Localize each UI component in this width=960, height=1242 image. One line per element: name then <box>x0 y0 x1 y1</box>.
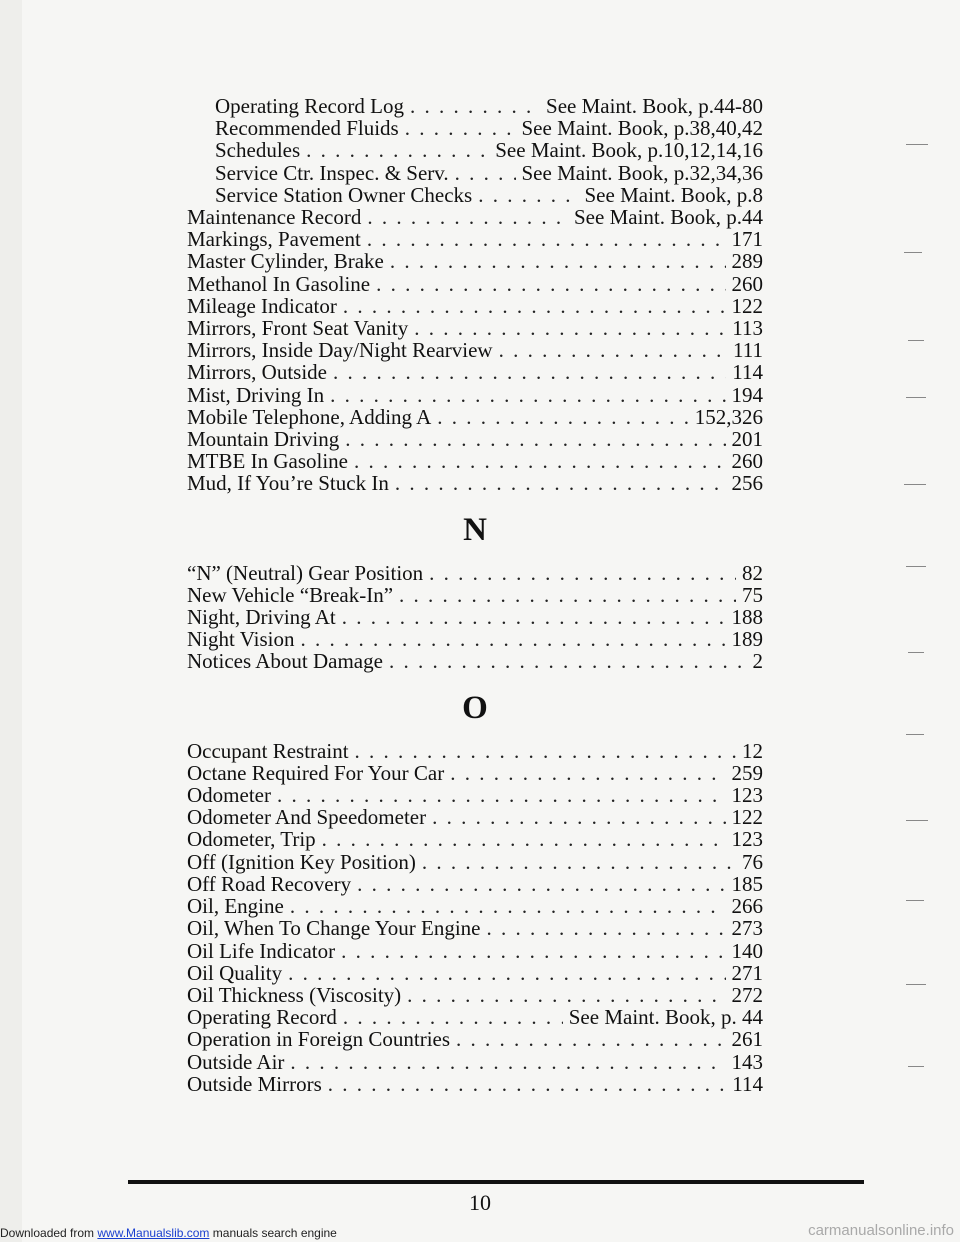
index-entry <box>187 295 763 317</box>
index-term: Master Cylinder, Brake <box>187 249 384 274</box>
dot-leader <box>330 384 725 406</box>
index-page-ref: 261 <box>731 1027 763 1052</box>
dot-leader <box>357 873 725 895</box>
dot-leader <box>395 472 726 494</box>
index-page-ref: 271 <box>731 960 763 985</box>
index-page-ref: 140 <box>731 938 763 963</box>
dot-leader <box>437 406 688 428</box>
page-number: 10 <box>469 1190 491 1215</box>
index-page-ref: 260 <box>731 449 763 474</box>
index-page-ref: 76 <box>742 849 763 874</box>
index-page-ref: 75 <box>742 582 763 607</box>
index-term: Service Ctr. Inspec. & Serv. <box>215 160 449 185</box>
dot-leader <box>343 1006 563 1028</box>
index-page-ref: 113 <box>732 316 763 341</box>
index-term: Oil Quality <box>187 960 283 985</box>
dot-leader <box>342 606 726 628</box>
dot-leader <box>432 806 725 828</box>
index-term: Occupant Restraint <box>187 738 349 763</box>
watermark: carmanualsonline.info <box>808 1222 954 1239</box>
dot-leader <box>410 95 540 117</box>
dot-leader <box>288 962 725 984</box>
margin-mark <box>906 144 928 145</box>
index-term: Odometer, Trip <box>187 827 316 852</box>
margin-mark <box>906 566 926 567</box>
index-entry <box>187 940 763 962</box>
index-page-ref: 143 <box>731 1049 763 1074</box>
index-page-ref: 272 <box>731 982 763 1007</box>
dot-leader <box>478 184 578 206</box>
index-entry <box>187 917 763 939</box>
index-entry <box>187 450 763 472</box>
index-entry <box>187 806 763 828</box>
index-entry <box>187 250 763 272</box>
index-term: Operation in Foreign Countries <box>187 1027 451 1052</box>
index-term: Recommended Fluids <box>215 116 399 141</box>
index-term: Mirrors, Front Seat Vanity <box>187 316 409 341</box>
dot-leader <box>399 584 736 606</box>
dot-leader <box>343 295 726 317</box>
index-term: Octane Required For Your Car <box>187 760 445 785</box>
dot-leader <box>390 250 726 272</box>
margin-mark <box>906 820 928 821</box>
dot-leader <box>429 562 736 584</box>
index-page-ref: See Maint. Book, p.32,34,36 <box>521 160 763 185</box>
n-entries-list <box>187 562 763 673</box>
index-term: Mist, Driving In <box>187 382 325 407</box>
index-entry <box>187 95 763 117</box>
index-term: Mountain Driving <box>187 427 340 452</box>
index-term: Outside Mirrors <box>187 1071 322 1096</box>
download-footer <box>0 1226 337 1240</box>
margin-mark <box>906 984 926 985</box>
index-page-ref: 171 <box>731 227 763 252</box>
dot-leader <box>414 317 726 339</box>
index-entry <box>187 206 763 228</box>
index-page-ref: 256 <box>731 471 763 496</box>
index-page-ref: 114 <box>732 360 763 385</box>
index-term: Oil Life Indicator <box>187 938 336 963</box>
index-term: “N” (Neutral) Gear Position <box>187 560 424 585</box>
index-entry <box>187 228 763 250</box>
index-entry <box>187 184 763 206</box>
dot-leader <box>328 1073 727 1095</box>
index-page-ref: See Maint. Book, p.44 <box>574 205 763 230</box>
dot-leader <box>290 895 726 917</box>
index-entry <box>187 384 763 406</box>
index-page-ref: 185 <box>731 871 763 896</box>
index-entry <box>187 606 763 628</box>
index-column <box>187 95 763 1095</box>
index-term: MTBE In Gasoline <box>187 449 348 474</box>
index-page-ref: 152,326 <box>694 404 763 429</box>
dot-leader <box>341 940 725 962</box>
dot-leader <box>422 851 736 873</box>
index-page-ref: See Maint. Book, p. 44 <box>568 1005 763 1030</box>
index-term: Operating Record <box>187 1005 337 1030</box>
index-term: Mileage Indicator <box>187 293 337 318</box>
index-entry <box>187 472 763 494</box>
index-entry <box>187 1006 763 1028</box>
o-entries-list <box>187 740 763 1095</box>
index-term: Mobile Telephone, Adding A <box>187 404 432 429</box>
margin-mark <box>908 340 924 341</box>
index-page-ref: 2 <box>752 649 763 674</box>
index-entry <box>187 562 763 584</box>
dot-leader <box>355 740 736 762</box>
dot-leader <box>499 339 727 361</box>
margin-mark <box>908 652 924 653</box>
index-term: Maintenance Record <box>187 205 362 230</box>
margin-mark <box>904 252 922 253</box>
manualslib-link[interactable]: www.Manualslib.com <box>97 1226 210 1240</box>
index-term: New Vehicle “Break-In” <box>187 582 394 607</box>
index-entry <box>187 317 763 339</box>
margin-mark <box>906 900 924 901</box>
index-entry <box>187 873 763 895</box>
index-page-ref: 122 <box>731 805 763 830</box>
m-entries-list <box>187 95 763 495</box>
margin-scan-marks <box>900 60 950 1160</box>
index-page-ref: 259 <box>731 760 763 785</box>
index-term: Outside Air <box>187 1049 285 1074</box>
index-entry <box>187 139 763 161</box>
footer-suffix: manuals search engine <box>209 1226 337 1240</box>
index-page-ref: 123 <box>731 783 763 808</box>
index-entry <box>187 117 763 139</box>
margin-mark <box>904 484 926 485</box>
index-entry <box>187 406 763 428</box>
index-page-ref: 266 <box>731 894 763 919</box>
dot-leader <box>345 428 725 450</box>
index-page-ref: 12 <box>742 738 763 763</box>
dot-leader <box>333 361 726 383</box>
index-term: Methanol In Gasoline <box>187 271 371 296</box>
dot-leader <box>306 139 489 161</box>
margin-mark <box>908 1066 924 1067</box>
dot-leader <box>290 1051 725 1073</box>
dot-leader <box>376 273 725 295</box>
index-entry <box>187 162 763 184</box>
index-entry <box>187 650 763 672</box>
index-entry <box>187 851 763 873</box>
index-page-ref: See Maint. Book, p.38,40,42 <box>521 116 763 141</box>
index-term: Notices About Damage <box>187 649 383 674</box>
index-entry <box>187 1051 763 1073</box>
footer-rule <box>128 1180 864 1184</box>
index-entry <box>187 361 763 383</box>
index-term: Schedules <box>215 138 301 163</box>
index-page-ref: 111 <box>733 338 763 363</box>
index-page-ref: See Maint. Book, p.44-80 <box>546 94 763 118</box>
index-entry <box>187 762 763 784</box>
index-entry <box>187 1028 763 1050</box>
index-term: Odometer <box>187 783 271 808</box>
index-term: Operating Record Log <box>215 94 404 118</box>
index-term: Night, Driving At <box>187 605 336 630</box>
index-page-ref: See Maint. Book, p.8 <box>584 182 763 207</box>
index-page-ref: 201 <box>731 427 763 452</box>
index-page-ref: 114 <box>732 1071 763 1096</box>
index-entry <box>187 584 763 606</box>
index-entry <box>187 273 763 295</box>
index-entry <box>187 962 763 984</box>
index-page-ref: See Maint. Book, p.10,12,14,16 <box>495 138 763 163</box>
index-page-ref: 289 <box>731 249 763 274</box>
dot-leader <box>487 917 726 939</box>
scan-edge-shade <box>0 0 22 1242</box>
dot-leader <box>277 784 726 806</box>
index-entry <box>187 784 763 806</box>
index-term: Off Road Recovery <box>187 871 352 896</box>
section-letter-n: N <box>463 511 487 548</box>
dot-leader <box>300 628 725 650</box>
index-term: Mud, If You’re Stuck In <box>187 471 389 496</box>
dot-leader <box>322 828 726 850</box>
index-entry <box>187 895 763 917</box>
index-term: Markings, Pavement <box>187 227 361 252</box>
index-term: Off (Ignition Key Position) <box>187 849 416 874</box>
dot-leader <box>455 162 516 184</box>
index-term: Mirrors, Inside Day/Night Rearview <box>187 338 493 363</box>
index-entry <box>187 1073 763 1095</box>
index-page-ref: 188 <box>731 605 763 630</box>
dot-leader <box>354 450 726 472</box>
index-entry <box>187 984 763 1006</box>
index-entry <box>187 339 763 361</box>
index-entry <box>187 628 763 650</box>
dot-leader <box>450 762 725 784</box>
dot-leader <box>456 1028 725 1050</box>
index-term: Service Station Owner Checks <box>215 182 473 207</box>
index-entry <box>187 740 763 762</box>
index-page-ref: 189 <box>731 627 763 652</box>
dot-leader <box>389 650 747 672</box>
index-term: Mirrors, Outside <box>187 360 327 385</box>
index-term: Odometer And Speedometer <box>187 805 427 830</box>
dot-leader <box>367 206 568 228</box>
dot-leader <box>405 117 516 139</box>
index-entry <box>187 428 763 450</box>
section-letter-o: O <box>462 689 488 726</box>
index-page-ref: 260 <box>731 271 763 296</box>
dot-leader <box>407 984 725 1006</box>
footer-prefix: Downloaded from <box>0 1226 98 1240</box>
index-term: Oil, Engine <box>187 894 284 919</box>
index-term: Night Vision <box>187 627 295 652</box>
index-page-ref: 273 <box>731 916 763 941</box>
margin-mark <box>906 734 924 735</box>
index-page-ref: 82 <box>742 560 763 585</box>
index-page-ref: 122 <box>731 293 763 318</box>
index-page-ref: 194 <box>731 382 763 407</box>
index-term: Oil, When To Change Your Engine <box>187 916 481 941</box>
index-page-ref: 123 <box>731 827 763 852</box>
dot-leader <box>367 228 726 250</box>
margin-mark <box>906 397 926 398</box>
index-entry <box>187 828 763 850</box>
index-term: Oil Thickness (Viscosity) <box>187 982 402 1007</box>
